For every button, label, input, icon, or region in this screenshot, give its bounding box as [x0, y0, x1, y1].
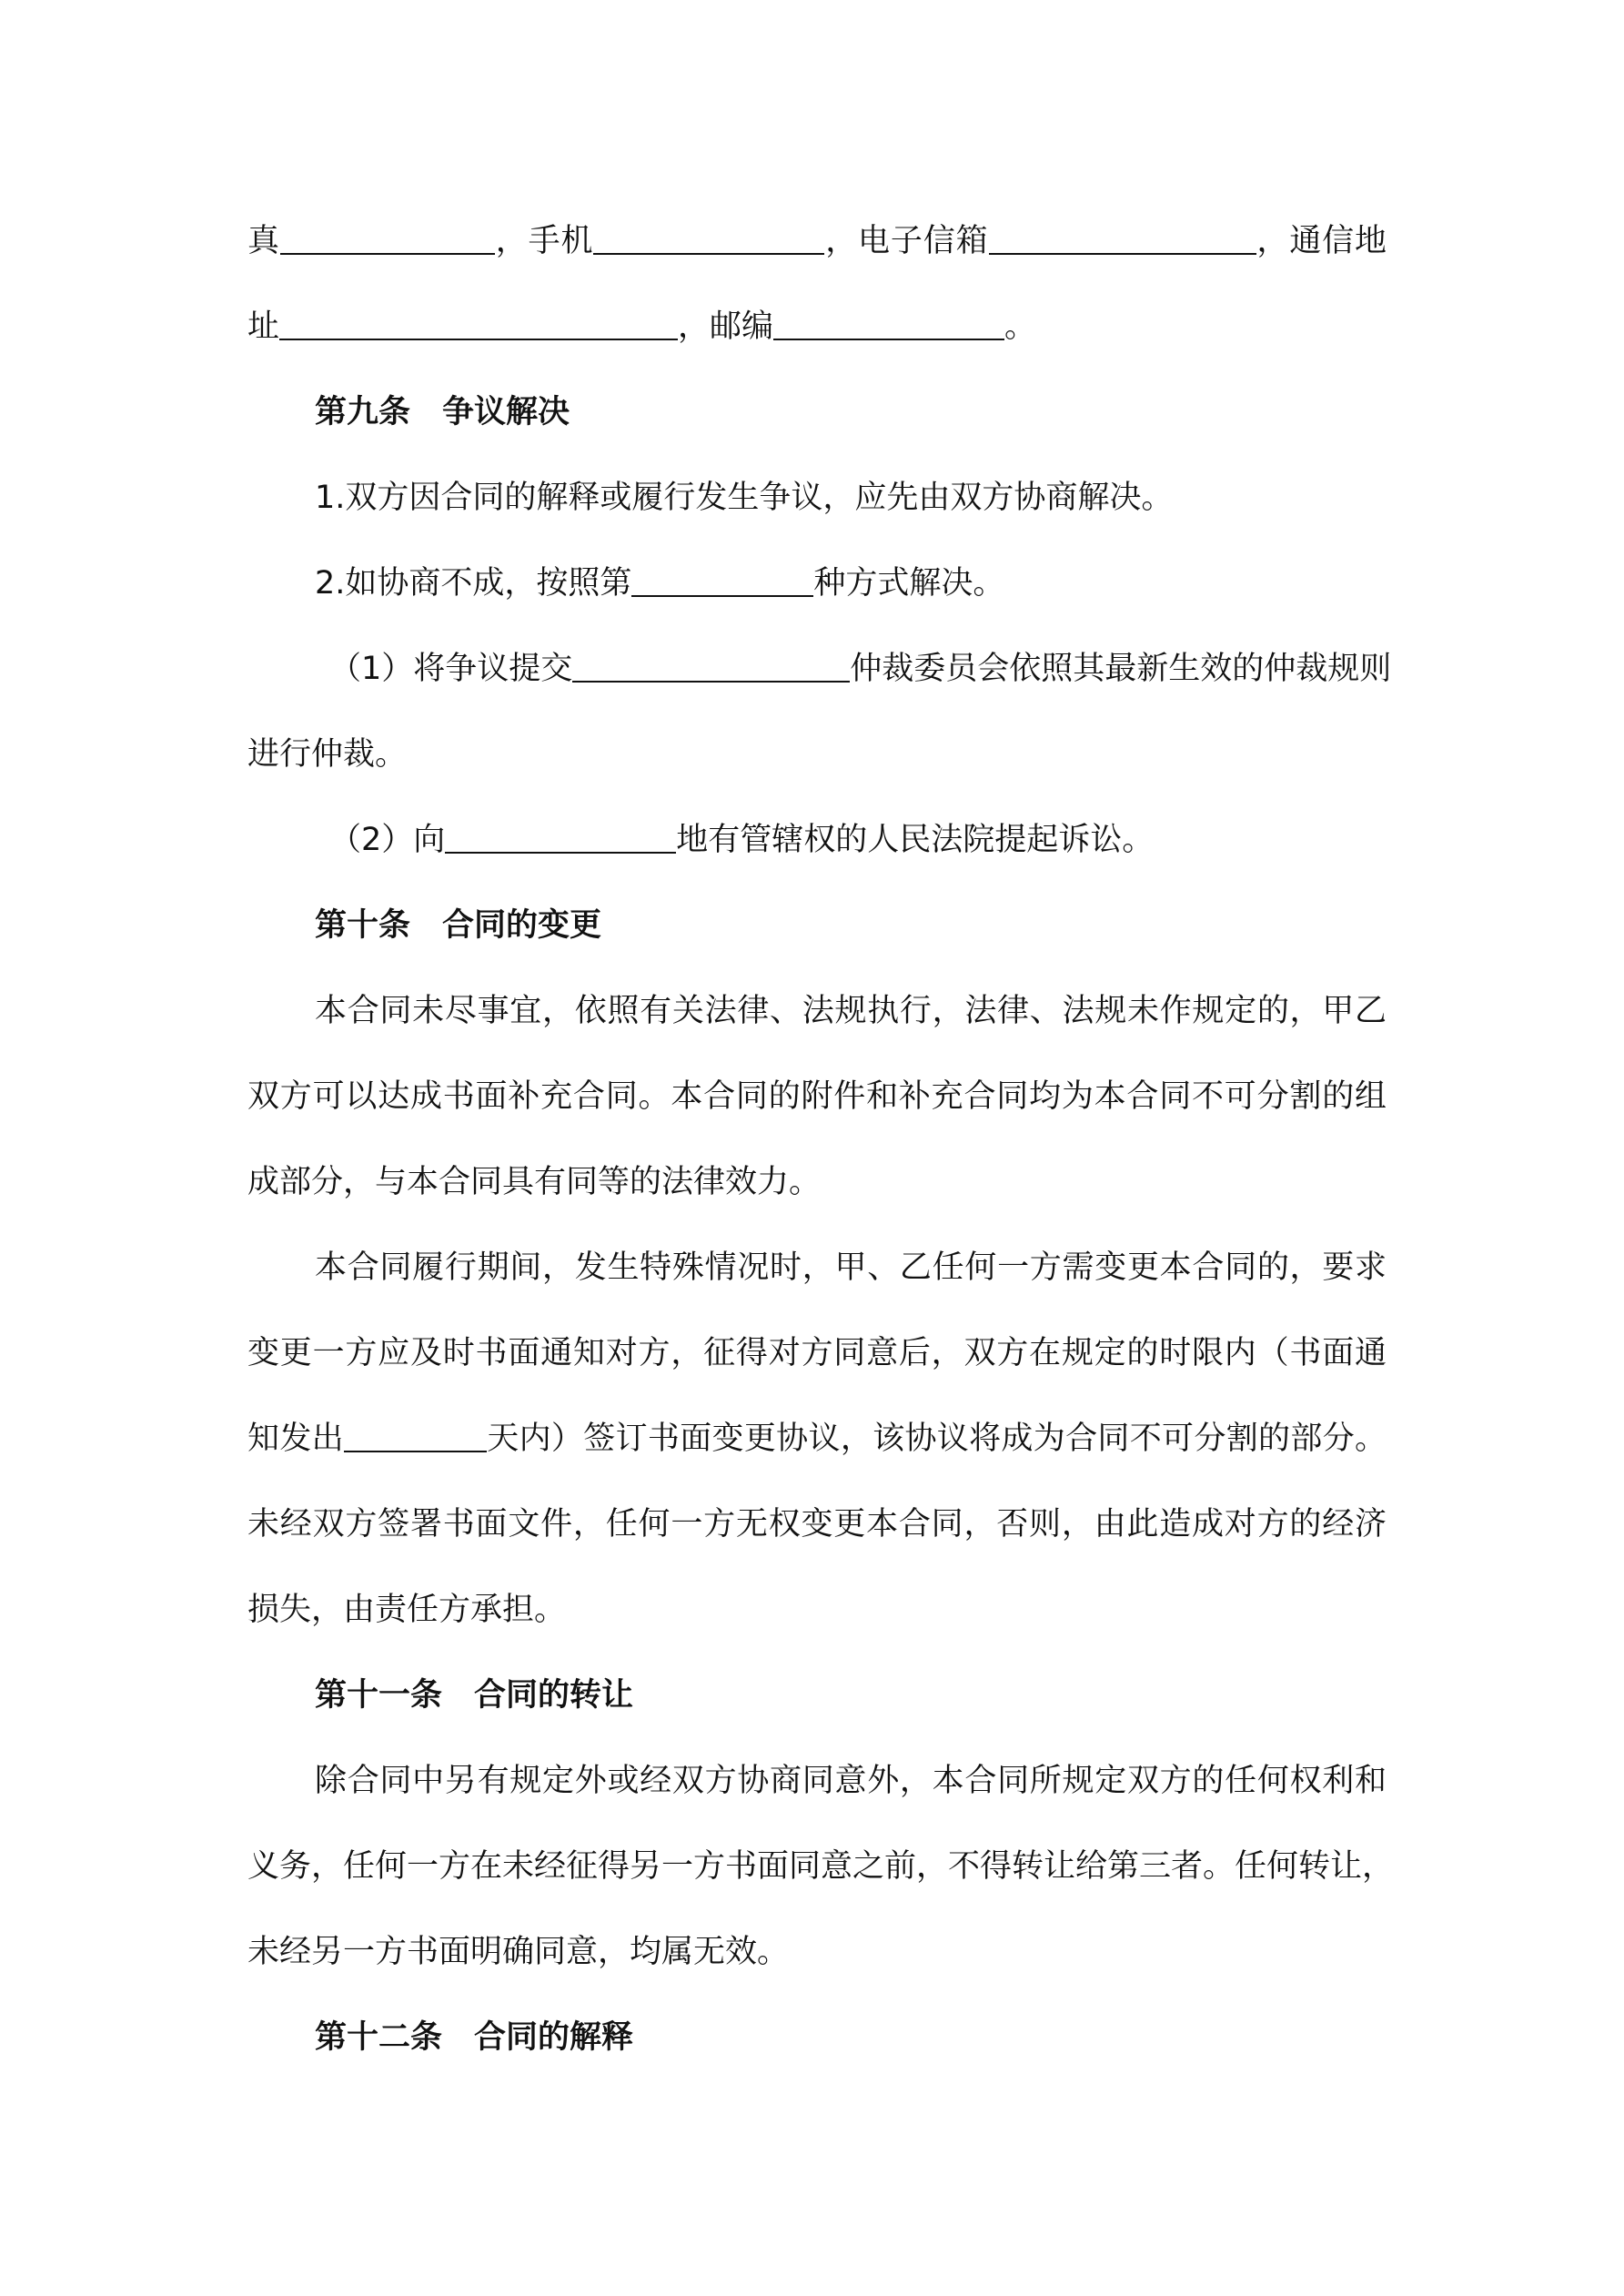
option-1: [329, 646, 1392, 692]
paragraph: 除合同中另有规定外或经双方协商同意外，本合同所规定双方的任何权利和: [315, 1763, 1387, 1799]
text: 天内）签订书面变更协议，该协议将成为合同不可分割的部分。: [486, 1421, 1387, 1457]
article-11-title: 第十一条 合同的转让: [315, 1677, 634, 1714]
paragraph: 损失，由责任方承担。: [247, 1592, 567, 1628]
text: ，邮编: [678, 308, 774, 345]
method-blank[interactable]: [631, 561, 813, 597]
paragraph: [315, 561, 1387, 606]
paragraph: 成部分，与本合同具有同等的法律效力。: [247, 1164, 822, 1200]
option-2: [329, 817, 1387, 863]
paragraph: 双方可以达成书面补充合同。本合同的附件和补充合同均为本合同不可分割的组: [247, 1078, 1387, 1115]
text: ，通信地: [1256, 223, 1387, 259]
paragraph: [247, 1416, 1387, 1462]
paragraph: 进行仲裁。: [247, 736, 408, 773]
text: ，电子信箱: [824, 223, 989, 259]
arbitration-blank[interactable]: [572, 646, 850, 683]
article-12-title: 第十二条 合同的解释: [315, 2019, 634, 2056]
paragraph: 变更一方应及时书面通知对方，征得对方同意后，双方在规定的时限内（书面通: [247, 1335, 1387, 1371]
text: （1）将争议提交: [329, 651, 573, 687]
text: 种方式解决。: [813, 565, 1005, 602]
mobile-blank[interactable]: [593, 218, 824, 255]
text: 2.如协商不成，按照第: [315, 565, 632, 602]
contact-line-1: [247, 218, 1387, 264]
postcode-blank[interactable]: [773, 304, 1004, 340]
article-10-title: 第十条 合同的变更: [315, 907, 602, 944]
paragraph: 本合同未尽事宜，依照有关法律、法规执行，法律、法规未作规定的，甲乙: [315, 993, 1387, 1029]
text: 址: [247, 308, 280, 345]
fax-blank[interactable]: [280, 218, 495, 255]
text: 。: [1004, 308, 1037, 345]
paragraph: 义务，任何一方在未经征得另一方书面同意之前，不得转让给第三者。任何转让，: [247, 1848, 1395, 1885]
article-9-title: 第九条 争议解决: [315, 394, 570, 430]
text: ，手机: [494, 223, 594, 259]
text: 知发出: [247, 1421, 344, 1457]
text: 真: [247, 223, 280, 259]
text: （2）向: [329, 822, 446, 858]
paragraph: 未经双方签署书面文件，任何一方无权变更本合同，否则，由此造成对方的经济: [247, 1506, 1387, 1542]
days-blank[interactable]: [344, 1416, 487, 1452]
paragraph: 未经另一方书面明确同意，均属无效。: [247, 1934, 790, 1970]
text: 仲裁委员会依照其最新生效的仲裁规则: [850, 651, 1392, 687]
text: 地有管辖权的人民法院提起诉讼。: [676, 822, 1155, 858]
court-location-blank[interactable]: [445, 817, 676, 854]
email-blank[interactable]: [989, 218, 1256, 255]
address-blank[interactable]: [279, 304, 678, 340]
paragraph: 本合同履行期间，发生特殊情况时，甲、乙任何一方需变更本合同的，要求: [315, 1249, 1387, 1286]
contact-line-2: [247, 304, 1387, 349]
paragraph: 1.双方因合同的解释或履行发生争议，应先由双方协商解决。: [315, 480, 1174, 516]
